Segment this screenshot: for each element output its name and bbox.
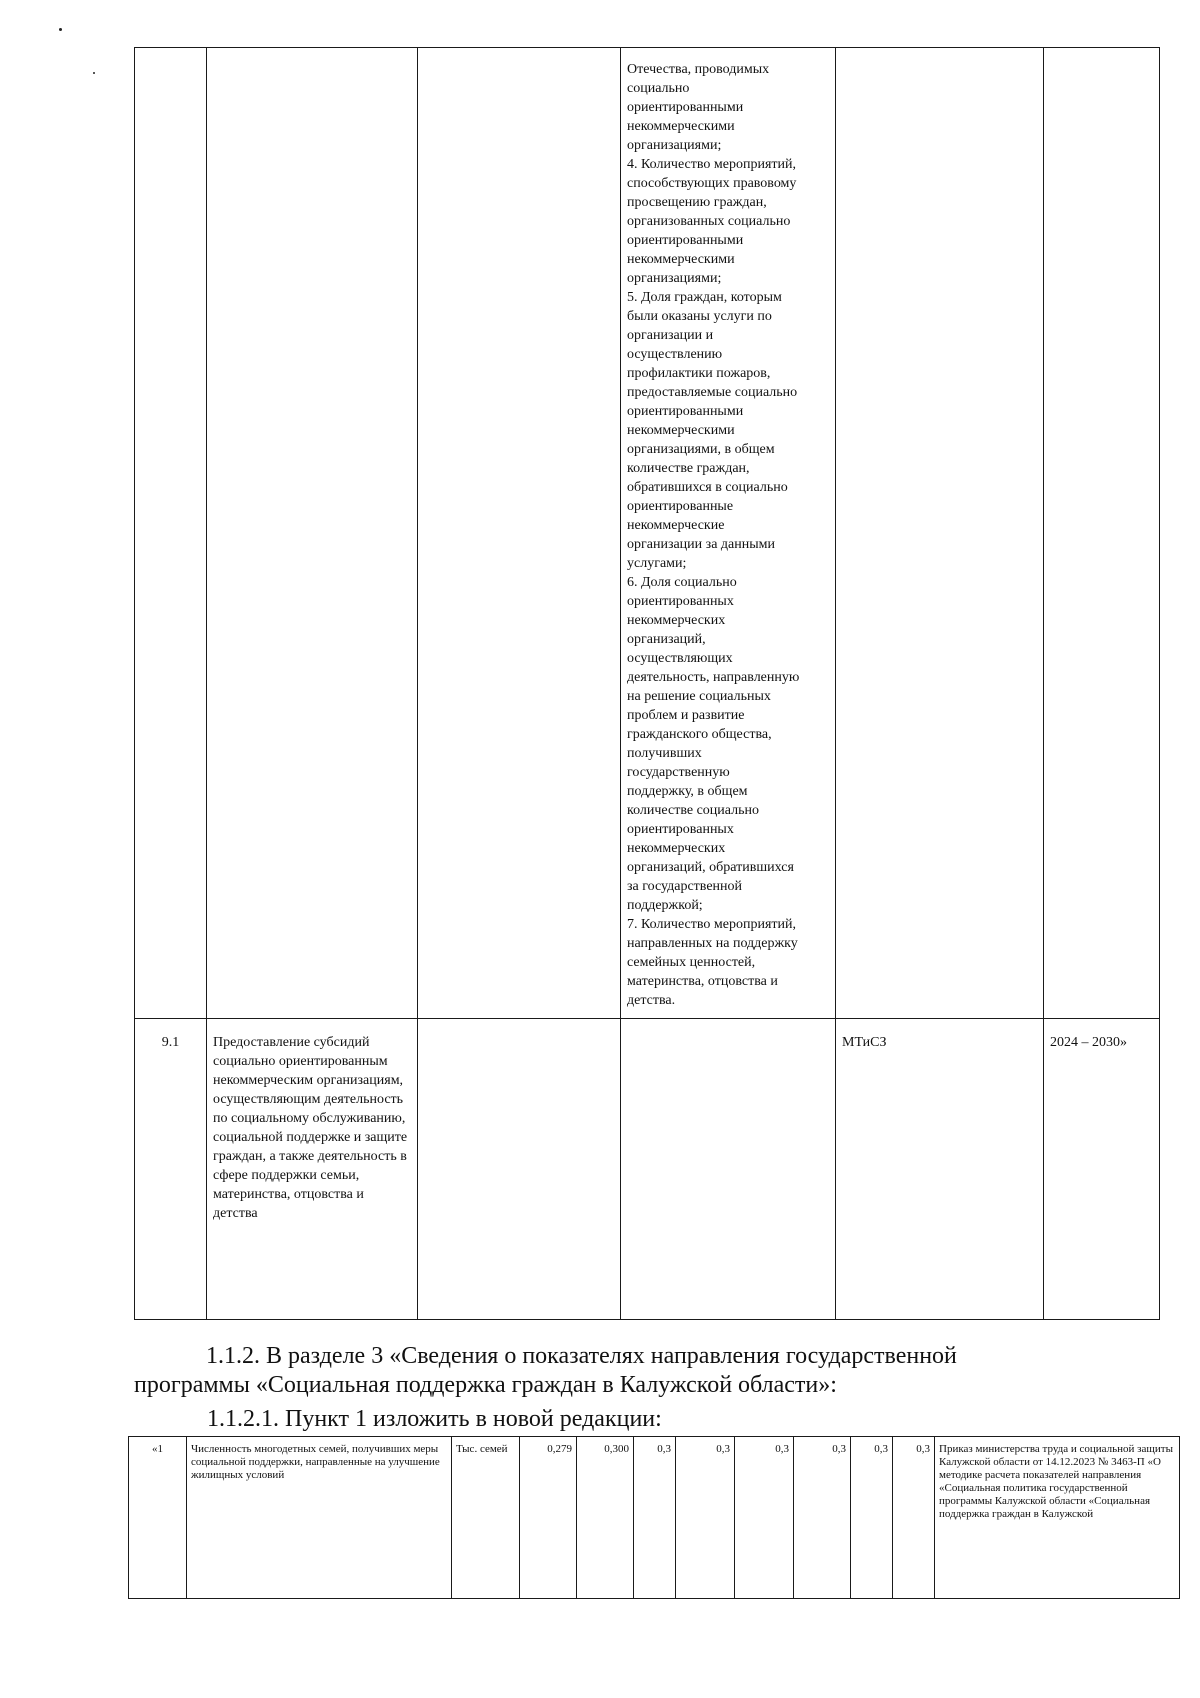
row-index: «1	[152, 1443, 163, 1455]
executor: МТиСЗ	[842, 1035, 887, 1050]
cell-value: 0,300	[577, 1437, 634, 1599]
period: 2024 – 2030»	[1050, 1035, 1127, 1050]
cell-executor	[836, 1019, 1044, 1320]
cell-number	[135, 48, 207, 1019]
cell-value: 0,3	[634, 1437, 676, 1599]
paragraph-point-1: 1.1.2.1. Пункт 1 изложить в новой редакции:	[207, 1406, 662, 1432]
cell-number	[135, 1019, 207, 1320]
cell-unit	[452, 1437, 520, 1599]
table-row	[129, 1437, 1180, 1599]
paragraph-section-3	[134, 1342, 1158, 1400]
cell-period	[1044, 48, 1160, 1019]
cell-value: 0,3	[676, 1437, 735, 1599]
cell-targets	[621, 1019, 836, 1320]
cell-executor	[836, 48, 1044, 1019]
cell-value: 0,279	[520, 1437, 577, 1599]
methodology-reference: Приказ министерства труда и социальной защиты Калужской области от 14.12.2023 № 3463-П «О методике расчета показателей направления «Социальная политика государственной программы Калужской области «Социальная поддержка граждан в Калужской	[939, 1443, 1173, 1520]
indicators-table	[128, 1436, 1180, 1599]
targets-text: Отечества, проводимых социально ориентированными некоммерческими организациями; 4. Количество мероприятий, способствующих правовому просвещению граждан, организованных социально ориентированными некоммерческими организациями; 5. Доля граждан, которым были оказаны услуги по организации и осуществлению профилактики пожаров, предоставляемые социально ориентированными некоммерческими организациями, в общем количестве граждан, обратившихся в социально ориентированные некоммерческие организации за данными услугами; 6. Доля социально ориентированных некоммерческих организаций, осуществляющих деятельность, направленную на решение социальных проблем и развитие гражданского общества, получивших государственную поддержку, в общем количестве социально ориентированных некоммерческих организаций, обратившихся за государственной поддержкой; 7. Количество мероприятий, направленных на поддержку семейных ценностей, материнства, отцовства и детства.	[627, 62, 800, 1008]
cell-index	[129, 1437, 187, 1599]
scan-speck	[59, 28, 62, 31]
row-number: 9.1	[161, 1035, 180, 1050]
cell-value: 0,3	[735, 1437, 794, 1599]
cell-basis	[935, 1437, 1180, 1599]
cell-targets	[621, 48, 836, 1019]
cell-empty	[418, 1019, 621, 1320]
cell-value: 0,3	[851, 1437, 893, 1599]
measure-description: Предоставление субсидий социально ориентированным некоммерческим организациям, осуществляющим деятельность по социальному обслуживанию, социальной поддержке и защите граждан, а также деятельность в сфере поддержки семьи, материнства, отцовства и детства	[213, 1035, 408, 1221]
table-row	[135, 1019, 1160, 1320]
table-row	[135, 48, 1160, 1019]
cell-empty	[418, 48, 621, 1019]
cell-description	[207, 1019, 418, 1320]
cell-value: 0,3	[794, 1437, 851, 1599]
measures-table	[134, 47, 1160, 1320]
indicator-unit: Тыс. семей	[456, 1443, 508, 1455]
cell-period	[1044, 1019, 1160, 1320]
cell-description	[207, 48, 418, 1019]
cell-value: 0,3	[893, 1437, 935, 1599]
paragraph-line-1: 1.1.2. В разделе 3 «Сведения о показателях направления государственной	[206, 1343, 957, 1369]
indicator-name: Численность многодетных семей, получивших меры социальной поддержки, направленные на улучшение жилищных условий	[191, 1443, 440, 1481]
scan-speck	[93, 72, 95, 74]
cell-indicator	[187, 1437, 452, 1599]
paragraph-line-2: программы «Социальная поддержка граждан в Калужской области»:	[134, 1372, 837, 1398]
